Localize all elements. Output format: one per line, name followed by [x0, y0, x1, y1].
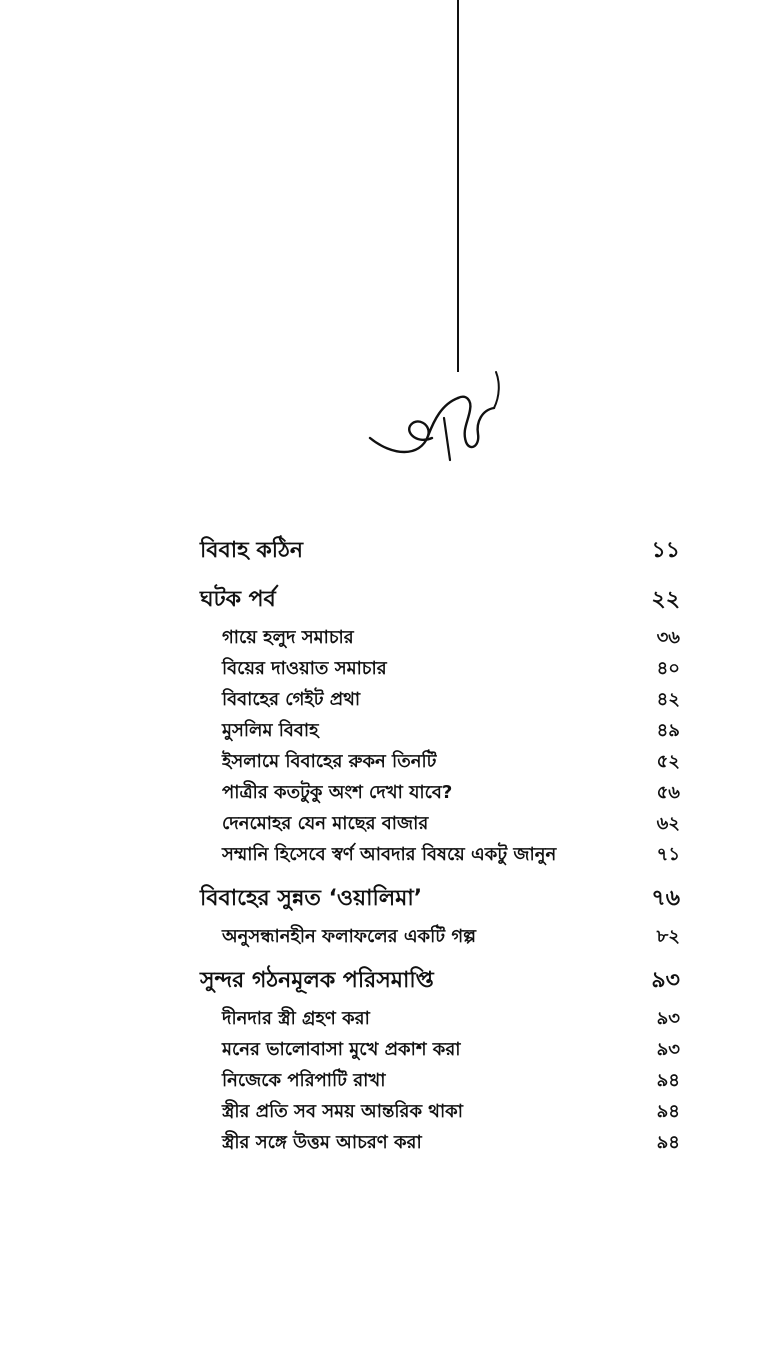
section-page-number: ৩৬ — [656, 627, 680, 648]
toc-section — [222, 839, 680, 870]
toc-section — [222, 653, 680, 684]
hanging-line — [457, 0, 459, 372]
chapter-page-number: ১১ — [651, 538, 680, 563]
section-title: মুসলিম বিবাহ — [222, 720, 319, 741]
section-title: স্ত্রীর প্রতি সব সময় আন্তরিক থাকা — [222, 1101, 463, 1122]
section-title: ইসলামে বিবাহের রুকন তিনটি — [222, 751, 437, 772]
toc-chapter — [200, 883, 680, 915]
toc-section — [222, 1065, 680, 1096]
toc-chapter — [200, 584, 680, 616]
chapter-page-number: ২২ — [651, 587, 680, 612]
section-title: স্ত্রীর সঙ্গে উত্তম আচরণ করা — [222, 1132, 422, 1153]
section-title: অনুসন্ধানহীন ফলাফলের একটি গল্প — [222, 926, 476, 947]
section-page-number: ৪২ — [656, 689, 680, 710]
section-title: নিজেকে পরিপাটি রাখা — [222, 1070, 386, 1091]
chapter-page-number: ৯৩ — [651, 968, 680, 993]
section-page-number: ৫৬ — [656, 782, 680, 803]
section-list — [222, 622, 680, 870]
toc-section — [222, 808, 680, 839]
section-list — [222, 921, 680, 952]
section-page-number: ৫২ — [656, 751, 680, 772]
toc-section — [222, 921, 680, 952]
section-title: দীনদার স্ত্রী গ্রহণ করা — [222, 1008, 370, 1029]
title-calligraphy — [362, 360, 512, 470]
section-page-number: ৭১ — [656, 844, 680, 865]
section-title: গায়ে হলুদ সমাচার — [222, 627, 354, 648]
section-page-number: ৪০ — [656, 658, 680, 679]
section-title: মনের ভালোবাসা মুখে প্রকাশ করা — [222, 1039, 461, 1060]
toc-section — [222, 622, 680, 653]
toc-section — [222, 746, 680, 777]
section-title: বিবাহের গেইট প্রথা — [222, 689, 361, 710]
section-title: সম্মানি হিসেবে স্বর্ণ আবদার বিষয়ে একটু জানুন — [222, 844, 557, 865]
section-title: দেনমোহর যেন মাছের বাজার — [222, 813, 429, 834]
toc-section — [222, 1096, 680, 1127]
section-page-number: ৬২ — [656, 813, 680, 834]
section-page-number: ৮২ — [656, 926, 680, 947]
section-page-number: ৯৩ — [656, 1039, 680, 1060]
toc-section — [222, 1003, 680, 1034]
chapter-page-number: ৭৬ — [651, 886, 680, 911]
section-page-number: ৯৪ — [656, 1070, 680, 1091]
toc-section — [222, 1127, 680, 1158]
toc-section — [222, 1034, 680, 1065]
chapter-title: বিবাহ কঠিন — [200, 538, 303, 563]
section-title: পাত্রীর কতটুকু অংশ দেখা যাবে? — [222, 782, 453, 803]
section-list — [222, 1003, 680, 1158]
toc-chapter — [200, 535, 680, 567]
section-page-number: ৯৪ — [656, 1101, 680, 1122]
section-page-number: ৯৩ — [656, 1008, 680, 1029]
toc-section — [222, 777, 680, 808]
toc-chapter — [200, 965, 680, 997]
chapter-title: বিবাহের সুন্নত ‘ওয়ালিমা’ — [200, 886, 423, 911]
section-page-number: ৯৪ — [656, 1132, 680, 1153]
table-of-contents — [200, 535, 680, 1158]
chapter-title: সুন্দর গঠনমূলক পরিসমাপ্তি — [200, 968, 434, 993]
section-page-number: ৪৯ — [656, 720, 680, 741]
page-title — [362, 470, 512, 471]
toc-section — [222, 684, 680, 715]
section-title: বিয়ের দাওয়াত সমাচার — [222, 658, 387, 679]
toc-section — [222, 715, 680, 746]
chapter-title: ঘটক পর্ব — [200, 587, 276, 612]
